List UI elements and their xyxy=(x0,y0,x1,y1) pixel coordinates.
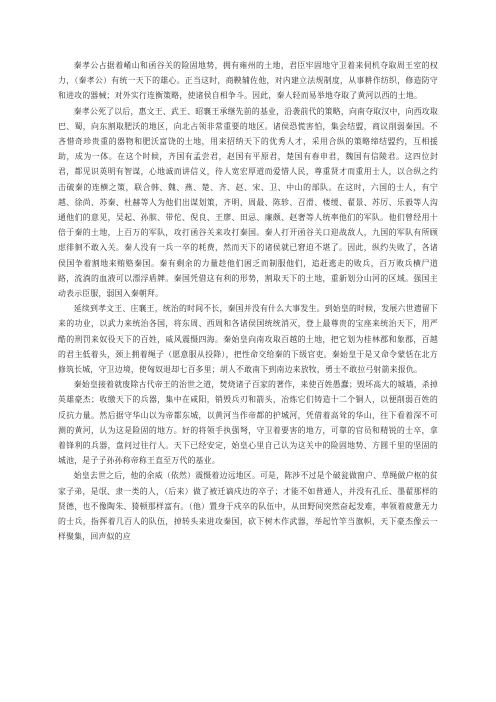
paragraph: 秦始皇接着就废除古代帝王的治世之道，焚烧诸子百家的著作，来使百姓愚蠢；毁坏高大的城墙，杀掉英雄豪杰；收缴天下的兵器，集中在咸阳，销毁兵刃和箭头，冶炼它们铸造十二个铜人，以便削弱百姓的反抗力量。然后据守华山以为帝都东城，以黄河当作帝都的护城河，凭借着高耸的华山，往下看着深不可测的黄河，认为这是险固的地方。好的将领手执强弩，守卫着要害的地方，可靠的官员和精锐的士卒，拿着锋利的兵器，盘问过往行人。天下已经安定，始皇心里自己认为这关中的险固地势、方圆千里的坚固的城池，是子子孙孙称帝称王直至万代的基业。 xyxy=(58,380,438,466)
paragraph: 延续到孝文王、庄襄王，统治的时间不长，秦国并没有什么大事发生。到始皇的时候，发展六世遗留下来的功业，以武力来统治各国，将东周、西周和各诸侯国统统消灭，登上最尊贵的宝座来统治天下，用严酷的刑罚来奴役天下的百姓，威风震慑四海。秦始皇向南攻取百越的土地，把它划为桂林郡和象郡，百越的君主低着头，颈上拥着绳子（愿意服从投降），把性命交给秦的下级官吏。秦始皇于是又命令蒙恬在北方修筑长城，守卫边境，使匈奴退却七百多里；胡人不敢南下到南边来放牧，勇士不敢拉弓射箭来报仇。 xyxy=(58,304,438,375)
paragraph: 秦孝公死了以后，惠文王、武王、昭襄王承继先前的基业，沿袭前代的策略，向南夺取汉中，向西攻取巴、蜀，向东割取肥沃的地区，向北占领非常重要的地区。诸侯恐慌害怕，集会结盟，商议削弱秦国。不吝惜奇珍贵重的器物和肥沃富饶的土地，用来招纳天下的优秀人才，采用合纵的策略缔结盟约，互相援助，成为一体。在这个时候，齐国有孟尝君，赵国有平原君，楚国有春申君，魏国有信陵君。这四位封君，都见识英明有智谋，心地诚而讲信义，待人宽宏厚道而爱惜人民，尊重贤才而重用士人，以合纵之约击破秦的连横之策，联合韩、魏、燕、楚、齐、赵、宋、卫、中山的部队。在这时，六国的士人，有宁越、徐尚、苏秦、杜赫等人为他们出谋划策，齐明、周最、陈轸、召滑、楼缓、翟景、苏厉、乐毅等人沟通他们的意见，吴起、孙膑、带佗、倪良、王廖、田忌、廉颇、赵奢等人统率他们的军队。他们曾经用十倍于秦的土地，上百万的军队，攻打函谷关来攻打秦国。秦人打开函谷关口迎战敌人，九国的军队有所顾虑徘徊不敢入关。秦人没有一兵一卒的耗费，然而天下的诸侯就已窘迫不堪了。因此，纵约失败了，各诸侯国争着割地来贿赂秦国。秦有剩余的力量趁他们困乏而制服他们，追赶逃走的败兵，百万败兵横尸道路，流淌的血液可以漂浮盾牌。秦国凭借这有利的形势，割取天下的土地，重新划分山河的区域。强国主动表示臣服，弱国入秦朝拜。 xyxy=(58,106,438,299)
article-body xyxy=(58,58,438,545)
paragraph: 始皇去世之后，他的余威（依然）震慑着边远地区。可是，陈涉不过是个破瓮做窗户、草绳做户枢的贫家子弟，是氓、隶一类的人，（后来）做了被迁谪戍边的卒子；才能不如普通人，并没有孔丘、墨翟那样的贤德，也不像陶朱、猗顿那样富有。（他）置身于戍卒的队伍中，从田野间突然奋起发难，率领着疲惫无力的士兵，指挥着几百人的队伍，掉转头来进攻秦国，砍下树木作武器，举起竹竿当旗帜，天下豪杰像云一样聚集，回声似的应 xyxy=(58,471,438,542)
paragraph: 秦孝公占据着崤山和函谷关的险固地势，拥有雍州的土地，君臣牢固地守卫着来伺机夺取周王室的权力，（秦孝公）有统一天下的雄心。正当这时，商鞅辅佐他，对内建立法规制度，从事耕作纺织，修造防守和进攻的器械；对外实行连衡策略，使诸侯自相争斗。因此，秦人轻而易举地夺取了黄河以西的土地。 xyxy=(58,61,438,101)
